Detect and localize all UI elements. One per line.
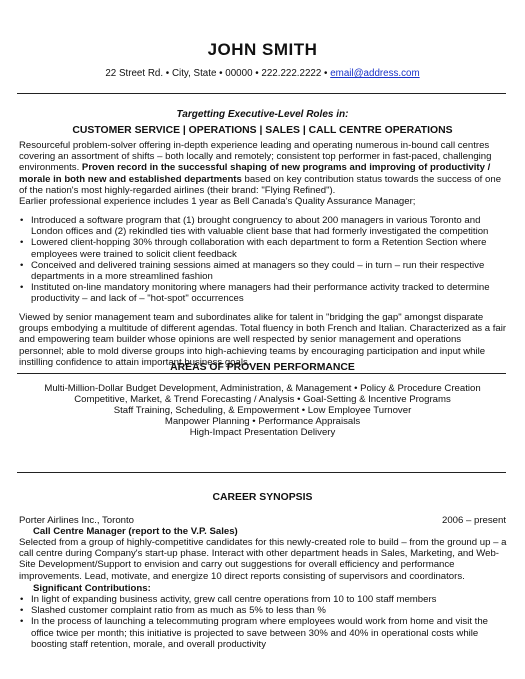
email-link[interactable]: email@address.com: [330, 68, 420, 79]
areas-line: High-Impact Presentation Delivery: [189, 427, 336, 438]
contributions-label: Significant Contributions:: [33, 583, 151, 594]
summary-p1-highlight: Proven record in the successful shaping of new programs and improving of productivity / morale in both new and established departments: [19, 162, 491, 185]
list-item: • Instituted on-line mandatory monitoring where managers had their performance activity tracked to determine productivity – and lack of – "hot-spot" occurrences: [19, 282, 504, 304]
career-top-divider: [17, 472, 506, 473]
job-header: [19, 515, 506, 526]
list-item: • In light of expanding business activity, grew call centre operations from 10 to 100 staff members: [19, 594, 504, 605]
summary-paragraph-2: Earlier professional experience includes 1 year as Bell Canada's Quality Assurance Manager;: [19, 196, 416, 207]
job-title: Call Centre Manager (report to the V.P. Sales): [33, 526, 238, 537]
contributions-bullets: [19, 594, 504, 650]
areas-title: AREAS OF PROVEN PERFORMANCE: [170, 362, 355, 373]
candidate-name: JOHN SMITH: [207, 40, 318, 59]
areas-list: [0, 383, 525, 438]
areas-line: Competitive, Market, & Trend Forecasting / Analysis • Goal-Setting & Incentive Programs: [74, 394, 451, 405]
list-item: • Conceived and delivered training sessions aimed at managers so they could – in turn – run their respective departments in a more streamlined fashion: [19, 260, 504, 282]
summary-p1-text: Resourceful problem-solver offering in-depth experience leading and operating numerous in-bound call centres covering an assortment of shifts – both locally and remotely; consistent top performer in fast-paced, challenging environments.: [19, 140, 492, 174]
summary-paragraph-1: [19, 140, 507, 196]
list-item: • Introduced a software program that (1) brought congruency to about 200 managers in various Toronto and London offices and (2) rekindled ties with valuable client base that had formerly investigated the competition: [19, 215, 504, 237]
header-divider: [17, 93, 506, 94]
summary-bullets: [19, 215, 504, 305]
summary-paragraph-3: Viewed by senior management team and subordinates alike for talent in "bridging the gap" amongst disparate groups embodying a multitude of different agendas. Total fluency in both French and Italian. Characterized as a fair and empowering team builder whose opinions are well respected by senior management and operations personnel; able to mold diverse groups into high-achieving teams by encouraging participation and input while instilling confidence to attain important business goals.: [19, 312, 507, 368]
contact-line: [0, 67, 525, 80]
career-title: CAREER SYNOPSIS: [212, 492, 313, 503]
employment-dates: 2006 – present: [441, 515, 506, 526]
summary-p1-tail: based on key contribution status towards the success of one of the nation's most highly-regarded airlines (their brand: "Flying Refined").: [19, 173, 502, 196]
list-item: • Slashed customer complaint ratio from as much as 5% to less than %: [19, 605, 504, 616]
target-heading: Targetting Executive-Level Roles in:: [176, 109, 349, 120]
list-item: • Lowered client-hopping 30% through collaboration with each department to form a Retention Section where employees were trained to solicit client feedback: [19, 237, 504, 259]
job-description: Selected from a group of highly-competitive candidates for this newly-created role to build – from the ground up – a call centre during Company's start-up phase. Interact with other department heads in Sales, Marketing, and Web-Site Development/Support to envision and carry out suggestions for overall efficiency and performance improvements. Lead, motivate, and energize 10 direct reports consisting of supervisors and coordinators.: [19, 537, 507, 582]
list-item: • In the process of launching a telecommuting program where employees would work from home and visit the office twice per month; this initiative is projected to save between 30% and 40% in operational costs while boosting staff retention, morale, and overall productivity: [19, 616, 504, 650]
areas-line: Staff Training, Scheduling, & Empowerment • Low Employee Turnover: [113, 405, 412, 416]
areas-line: Manpower Planning • Performance Appraisals: [164, 416, 361, 427]
company-name: Porter Airlines Inc., Toronto: [19, 515, 135, 526]
contact-address-phone: 22 Street Rd. • City, State • 00000 • 222.222.2222 •: [105, 68, 331, 79]
target-roles: CUSTOMER SERVICE | OPERATIONS | SALES | CALL CENTRE OPERATIONS: [72, 125, 453, 136]
areas-line: Multi-Million-Dollar Budget Development, Administration, & Management • Policy & Procedure Creation: [44, 383, 481, 394]
